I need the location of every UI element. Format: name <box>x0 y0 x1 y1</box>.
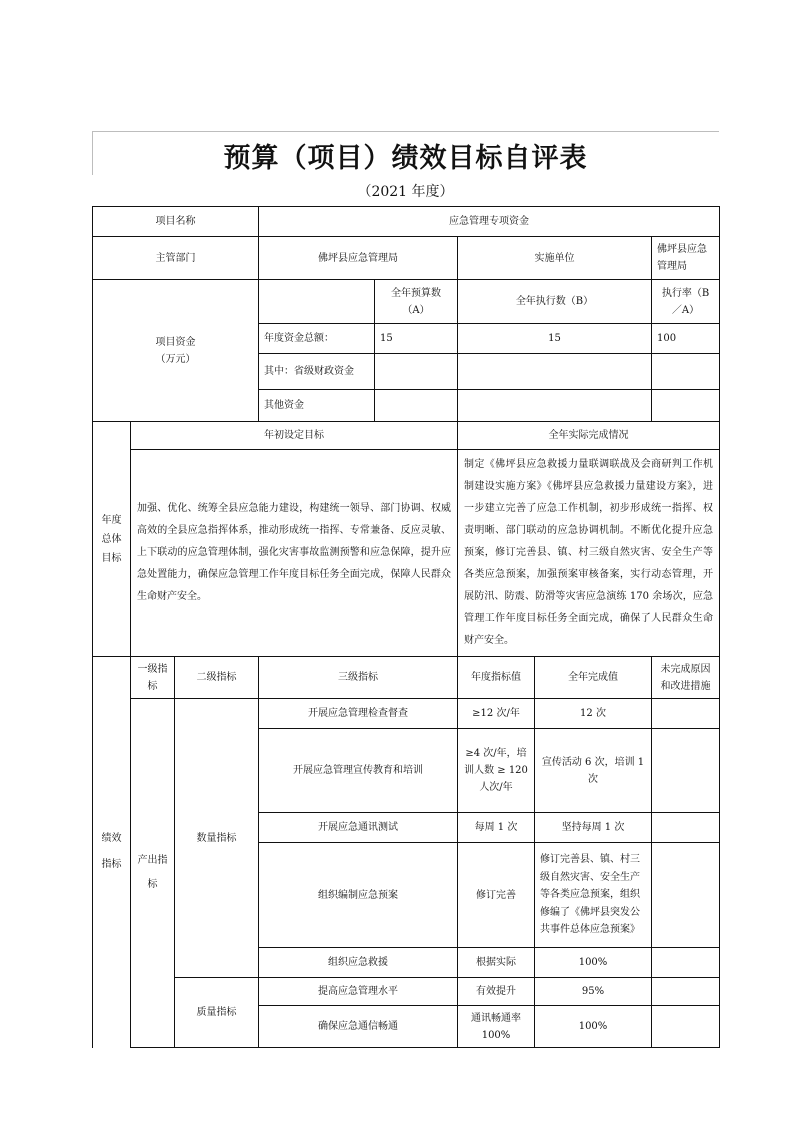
indicator-target: ≥4 次/年，培训人数 ≥ 120 人次/年 <box>458 729 535 813</box>
funds-row-exec <box>458 390 652 422</box>
col-exec-header: 全年执行数（B） <box>458 280 652 324</box>
indicator-target: 有效提升 <box>458 978 535 1006</box>
indicator-target: 每周 1 次 <box>458 813 535 843</box>
col-budget-header: 全年预算数（A） <box>375 280 458 324</box>
funds-row-label: 其中：省级财政资金 <box>259 354 375 390</box>
indicator-reason <box>652 1006 720 1048</box>
funds-row-rate <box>652 354 720 390</box>
indicator-name: 开展应急管理宣传教育和培训 <box>259 729 458 813</box>
level2-header: 二级指标 <box>175 657 259 699</box>
funds-row-budget <box>375 354 458 390</box>
funds-row-budget: 15 <box>375 324 458 354</box>
evaluation-table <box>92 206 720 1048</box>
indicator-name: 提高应急管理水平 <box>259 978 458 1006</box>
indicators-label: 绩效指标 <box>93 657 131 1048</box>
funds-row-label: 其他资金 <box>259 390 375 422</box>
indicator-row <box>93 978 720 1006</box>
project-name-value: 应急管理专项资金 <box>259 207 720 237</box>
indicator-target: 修订完善 <box>458 843 535 948</box>
indicator-reason <box>652 699 720 729</box>
funds-row-budget <box>375 390 458 422</box>
indicator-name: 组织应急救援 <box>259 948 458 978</box>
indicator-target: 通讯畅通率 100% <box>458 1006 535 1048</box>
indicator-name: 确保应急通信畅通 <box>259 1006 458 1048</box>
indicator-reason <box>652 948 720 978</box>
col-rate-header: 执行率（B／A） <box>652 280 720 324</box>
funds-row-label: 年度资金总额： <box>259 324 375 354</box>
goals-header-row <box>93 422 720 450</box>
annual-goal-label: 年度总体目标 <box>93 422 131 657</box>
page-title: 预算（项目）绩效目标自评表 <box>223 143 588 174</box>
dept-label: 主管部门 <box>93 237 259 280</box>
actual-header: 全年完成值 <box>535 657 652 699</box>
level1-header: 一级指标 <box>131 657 175 699</box>
indicator-target: ≥12 次/年 <box>458 699 535 729</box>
dept-row <box>93 237 720 280</box>
indicator-name: 组织编制应急预案 <box>259 843 458 948</box>
impl-value: 佛坪县应急管理局 <box>652 237 720 280</box>
indicator-actual: 修订完善县、镇、村三级自然灾害、安全生产等各类应急预案，组织修编了《佛坪县突发公共事件总体应急预案》 <box>535 843 652 948</box>
indicator-target: 根据实际 <box>458 948 535 978</box>
indicator-reason <box>652 978 720 1006</box>
funds-header-row <box>93 280 720 324</box>
funds-row-rate <box>652 390 720 422</box>
indicators-header-row <box>93 657 720 699</box>
goal-actual-header: 全年实际完成情况 <box>458 422 720 450</box>
output-indicator-label: 产出指标 <box>131 699 175 1048</box>
indicator-actual: 12 次 <box>535 699 652 729</box>
indicator-actual: 宣传活动 6 次，培训 1 次 <box>535 729 652 813</box>
indicator-actual: 坚持每周 1 次 <box>535 813 652 843</box>
year-subtitle: （2021 年度） <box>357 184 454 200</box>
funds-row-exec <box>458 354 652 390</box>
funds-header-blank <box>259 280 375 324</box>
quality-indicator-label: 质量指标 <box>175 978 259 1048</box>
indicator-actual: 100% <box>535 1006 652 1048</box>
indicator-actual: 100% <box>535 948 652 978</box>
project-name-row <box>93 207 720 237</box>
funds-row-exec: 15 <box>458 324 652 354</box>
indicator-actual: 95% <box>535 978 652 1006</box>
quantity-indicator-label: 数量指标 <box>175 699 259 978</box>
dept-value: 佛坪县应急管理局 <box>259 237 458 280</box>
target-header: 年度指标值 <box>458 657 535 699</box>
goals-text-row <box>93 450 720 657</box>
project-name-label: 项目名称 <box>93 207 259 237</box>
reason-header: 未完成原因和改进措施 <box>652 657 720 699</box>
indicator-reason <box>652 843 720 948</box>
goal-actual-text: 制定《佛坪县应急救援力量联调联战及会商研判工作机制建设实施方案》《佛坪县应急救援力量建设方案》，进一步建立完善了应急工作机制，初步形成统一指挥、权责明晰、部门联动的应急协调机制。不断优化提升应急预案，修订完善县、镇、村三级自然灾害、安全生产等各类应急预案，加强预案审核备案，实行动态管理，开展防汛、防震、防滑等灾害应急演练 170 余场次，应急管理工作年度目标任务全面完成，确保了人民群众生命财产安全。 <box>458 450 720 657</box>
indicator-reason <box>652 813 720 843</box>
indicator-name: 开展应急管理检查督查 <box>259 699 458 729</box>
funds-unit: （万元） <box>155 353 196 365</box>
level3-header: 三级指标 <box>259 657 458 699</box>
header-rule <box>92 131 719 132</box>
indicator-name: 开展应急通讯测试 <box>259 813 458 843</box>
indicator-row <box>93 699 720 729</box>
funds-row-rate: 100 <box>652 324 720 354</box>
indicator-reason <box>652 729 720 813</box>
goal-set-text: 加强、优化、统筹全县应急能力建设，构建统一领导、部门协调、权威高效的全县应急指挥体系，推动形成统一指挥、专常兼备、反应灵敏、上下联动的应急管理体制，强化灾害事故监测预警和应急保障，提升应急处置能力，确保应急管理工作年度目标任务全面完成，保障人民群众生命财产安全。 <box>131 450 458 657</box>
funds-label: 项目资金 <box>155 336 196 348</box>
funds-label-cell <box>93 280 259 422</box>
impl-label: 实施单位 <box>458 237 652 280</box>
goal-set-header: 年初设定目标 <box>131 422 458 450</box>
